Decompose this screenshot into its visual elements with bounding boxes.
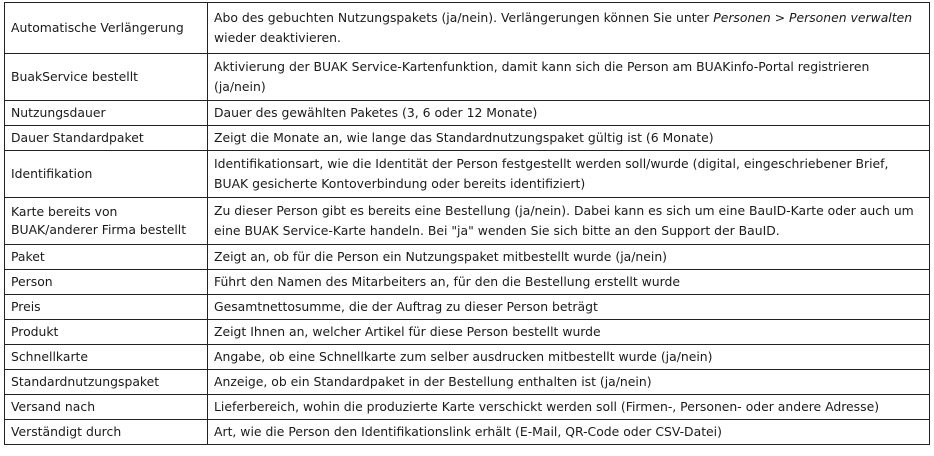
field-description: Zeigt die Monate an, wie lange das Standardnutzungspaket gültig ist (6 Monate) <box>214 130 714 145</box>
field-description: Angabe, ob eine Schnellkarte zum selber ausdrucken mitbestellt wurde (ja/nein) <box>214 349 713 364</box>
field-name-cell <box>5 151 208 198</box>
field-description-cell <box>208 270 930 295</box>
table-row <box>5 126 930 151</box>
table-row <box>5 370 930 395</box>
field-description-cell <box>208 395 930 420</box>
field-name-cell <box>5 126 208 151</box>
table-row <box>5 295 930 320</box>
field-description: Art, wie die Person den Identifikationslink erhält (E-Mail, QR-Code oder CSV-Datei) <box>214 424 722 439</box>
field-name: Identifikation <box>11 166 93 181</box>
table-row <box>5 101 930 126</box>
table-row <box>5 420 930 445</box>
description-text: Abo des gebuchten Nutzungspakets (ja/nein). Verlängerungen können Sie unter <box>214 10 714 25</box>
field-name: Nutzungsdauer <box>11 105 106 120</box>
field-name: Person <box>11 274 53 289</box>
menu-path: Personen > Personen verwalten <box>713 10 913 25</box>
table-row <box>5 345 930 370</box>
field-name-cell <box>5 3 208 54</box>
table-row <box>5 3 930 54</box>
field-description-cell <box>208 320 930 345</box>
field-name: Verständigt durch <box>11 424 122 439</box>
field-description <box>214 8 923 48</box>
field-name: Schnellkarte <box>11 349 89 364</box>
field-name: BuakService bestellt <box>11 69 139 84</box>
field-description: Dauer des gewählten Paketes (3, 6 oder 12 Monate) <box>214 105 538 120</box>
field-name-cell <box>5 198 208 245</box>
field-definitions-table <box>4 2 930 445</box>
table-row <box>5 151 930 198</box>
field-description-cell <box>208 151 930 198</box>
field-description-cell <box>208 295 930 320</box>
field-name-cell <box>5 320 208 345</box>
field-description: Anzeige, ob ein Standardpaket in der Bestellung enthalten ist (ja/nein) <box>214 374 652 389</box>
field-description: Zeigt Ihnen an, welcher Artikel für diese Person bestellt wurde <box>214 324 601 339</box>
field-name: Produkt <box>11 324 59 339</box>
table-row <box>5 245 930 270</box>
field-description-cell <box>208 126 930 151</box>
table-row <box>5 270 930 295</box>
field-name-cell <box>5 395 208 420</box>
field-name-cell <box>5 420 208 445</box>
table-row <box>5 54 930 101</box>
field-name: Karte bereits von BUAK/anderer Firma bestellt <box>11 204 187 237</box>
field-name: Versand nach <box>11 399 96 414</box>
table-row <box>5 395 930 420</box>
field-name-cell <box>5 245 208 270</box>
field-description: Zeigt an, ob für die Person ein Nutzungspaket mitbestellt wurde (ja/nein) <box>214 249 668 264</box>
field-description: Zu dieser Person gibt es bereits eine Bestellung (ja/nein). Dabei kann es sich um eine BauID-Karte oder auch um eine BUAK Service-Karte handeln. Bei "ja" wenden Sie sich bitte an den Support der BauID. <box>214 203 914 238</box>
definitions-table-container <box>4 2 930 445</box>
field-description-cell <box>208 54 930 101</box>
field-name: Dauer Standardpaket <box>11 130 144 145</box>
field-description-cell <box>208 101 930 126</box>
field-name: Automatische Verlängerung <box>11 20 184 35</box>
field-name-cell <box>5 345 208 370</box>
field-name: Standardnutzungspaket <box>11 374 160 389</box>
field-description: Gesamtnettosumme, die der Auftrag zu dieser Person beträgt <box>214 299 598 314</box>
field-description: Identifikationsart, wie die Identität der Person festgestellt werden soll/wurde (digital, eingeschriebener Brief, BUAK gesicherte Kontoverbindung oder bereits identifiziert) <box>214 156 889 191</box>
field-name-cell <box>5 370 208 395</box>
field-description-cell <box>208 3 930 54</box>
field-description: Aktivierung der BUAK Service-Kartenfunktion, damit kann sich die Person am BUAKinfo-Portal registrieren (ja/nein) <box>214 59 870 94</box>
field-name: Paket <box>11 249 45 264</box>
field-name-cell <box>5 270 208 295</box>
field-description-cell <box>208 420 930 445</box>
field-name-cell <box>5 295 208 320</box>
field-description-cell <box>208 370 930 395</box>
field-description-cell <box>208 198 930 245</box>
field-description-cell <box>208 245 930 270</box>
description-text: wieder deaktivieren. <box>214 30 341 45</box>
field-description: Lieferbereich, wohin die produzierte Karte verschickt werden soll (Firmen-, Personen- oder andere Adresse) <box>214 399 880 414</box>
field-description-cell <box>208 345 930 370</box>
field-name-cell <box>5 54 208 101</box>
field-name: Preis <box>11 299 41 314</box>
table-row <box>5 320 930 345</box>
field-description: Führt den Namen des Mitarbeiters an, für den die Bestellung erstellt wurde <box>214 274 680 289</box>
table-row <box>5 198 930 245</box>
field-name-cell <box>5 101 208 126</box>
